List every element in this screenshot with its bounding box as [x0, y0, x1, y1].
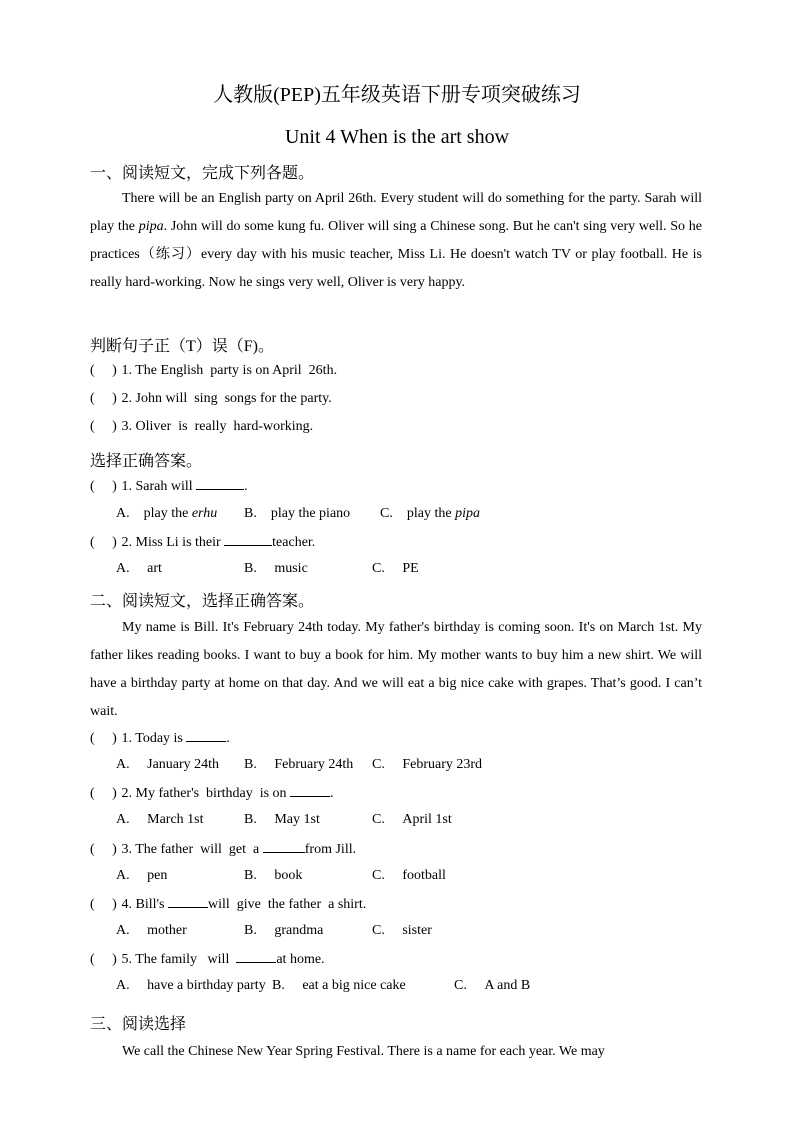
option-b[interactable]: B. book	[244, 868, 303, 883]
mc-question-1[interactable]: ( ) 1. Sarah will .	[90, 479, 248, 494]
section2-question-5[interactable]: ( ) 5. The family will at home.	[90, 952, 325, 967]
section1-heading: 一、阅读短文，完成下列各题。	[90, 165, 315, 182]
option-a[interactable]: A. mother	[116, 923, 187, 938]
option-b[interactable]: B. music	[244, 561, 308, 576]
tf-question-2[interactable]: ( ) 2. John will sing songs for the party.	[90, 391, 332, 406]
unit-title: Unit 4 When is the art show	[284, 126, 510, 148]
mc-heading: 选择正确答案。	[90, 453, 203, 470]
answer-blank[interactable]	[290, 784, 330, 797]
option-b[interactable]: B. eat a big nice cake	[272, 978, 406, 993]
option-b[interactable]: B. grandma	[244, 923, 324, 938]
option-a[interactable]: A. March 1st	[116, 812, 204, 827]
answer-paren[interactable]: ( )	[90, 786, 117, 801]
option-a[interactable]: A. have a birthday party	[116, 978, 266, 993]
option-b[interactable]: B. play the piano	[244, 506, 351, 521]
section2-heading: 二、阅读短文，选择正确答案。	[90, 593, 315, 610]
section2-question-3[interactable]: ( ) 3. The father will get a from Jill.	[90, 842, 357, 857]
option-a[interactable]: A. January 24th	[116, 757, 220, 772]
option-c[interactable]: C. sister	[372, 923, 432, 938]
section2-question-4[interactable]: ( ) 4. Bill's will give the father a shirt.	[90, 897, 367, 912]
answer-paren[interactable]: ( )	[90, 731, 117, 746]
option-c[interactable]: C. A and B	[454, 978, 531, 993]
option-a[interactable]: A. play the erhu	[116, 506, 218, 521]
section3-heading: 三、阅读选择	[90, 1016, 187, 1033]
page-title: 人教版(PEP)五年级英语下册专项突破练习	[213, 84, 581, 106]
option-c[interactable]: C. PE	[372, 561, 419, 576]
section2-passage: My name is Bill. It's February 24th today. My father's birthday is coming soon. It's on March 1st. My father likes reading books. I want to buy a book for him. My mother wants to buy him a new shirt. We will have a birthday party at home on that day. And we will eat a big nice cake with grapes. That’s good. I can’t wait.	[90, 620, 702, 719]
tf-heading: 判断句子正（T）误（F)。	[90, 338, 275, 355]
answer-blank[interactable]	[186, 729, 226, 742]
answer-blank[interactable]	[263, 840, 305, 853]
answer-paren[interactable]: ( )	[90, 897, 117, 912]
option-c[interactable]: C. play the pipa	[380, 506, 480, 521]
answer-paren[interactable]: ( )	[90, 842, 117, 857]
option-b[interactable]: B. February 24th	[244, 757, 354, 772]
option-a[interactable]: A. art	[116, 561, 162, 576]
section2-question-1[interactable]: ( ) 1. Today is .	[90, 731, 230, 746]
option-c[interactable]: C. football	[372, 868, 446, 883]
option-c[interactable]: C. April 1st	[372, 812, 452, 827]
option-a[interactable]: A. pen	[116, 868, 168, 883]
section3-passage: We call the Chinese New Year Spring Festival. There is a name for each year. We may	[122, 1044, 605, 1059]
mc-question-2[interactable]: ( ) 2. Miss Li is their teacher.	[90, 535, 316, 550]
option-c[interactable]: C. February 23rd	[372, 757, 483, 772]
section1-passage: There will be an English party on April 26th. Every student will do something for the party. Sarah will play the pipa. John will do some kung fu. Oliver will sing a Chinese song. But he can't sing very well. So he practices（练习）every day with his music teacher, Miss Li. He doesn't watch TV or play football. He is really hard-working. Now he sings very well, Oliver is very happy.	[90, 191, 702, 290]
answer-blank[interactable]	[236, 950, 276, 963]
tf-question-1[interactable]: ( ) 1. The English party is on April 26th.	[90, 363, 338, 378]
section2-question-2[interactable]: ( ) 2. My father's birthday is on .	[90, 786, 334, 801]
answer-blank[interactable]	[168, 895, 208, 908]
tf-question-3[interactable]: ( ) 3. Oliver is really hard-working.	[90, 419, 314, 434]
option-b[interactable]: B. May 1st	[244, 812, 320, 827]
answer-paren[interactable]: ( )	[90, 952, 117, 967]
